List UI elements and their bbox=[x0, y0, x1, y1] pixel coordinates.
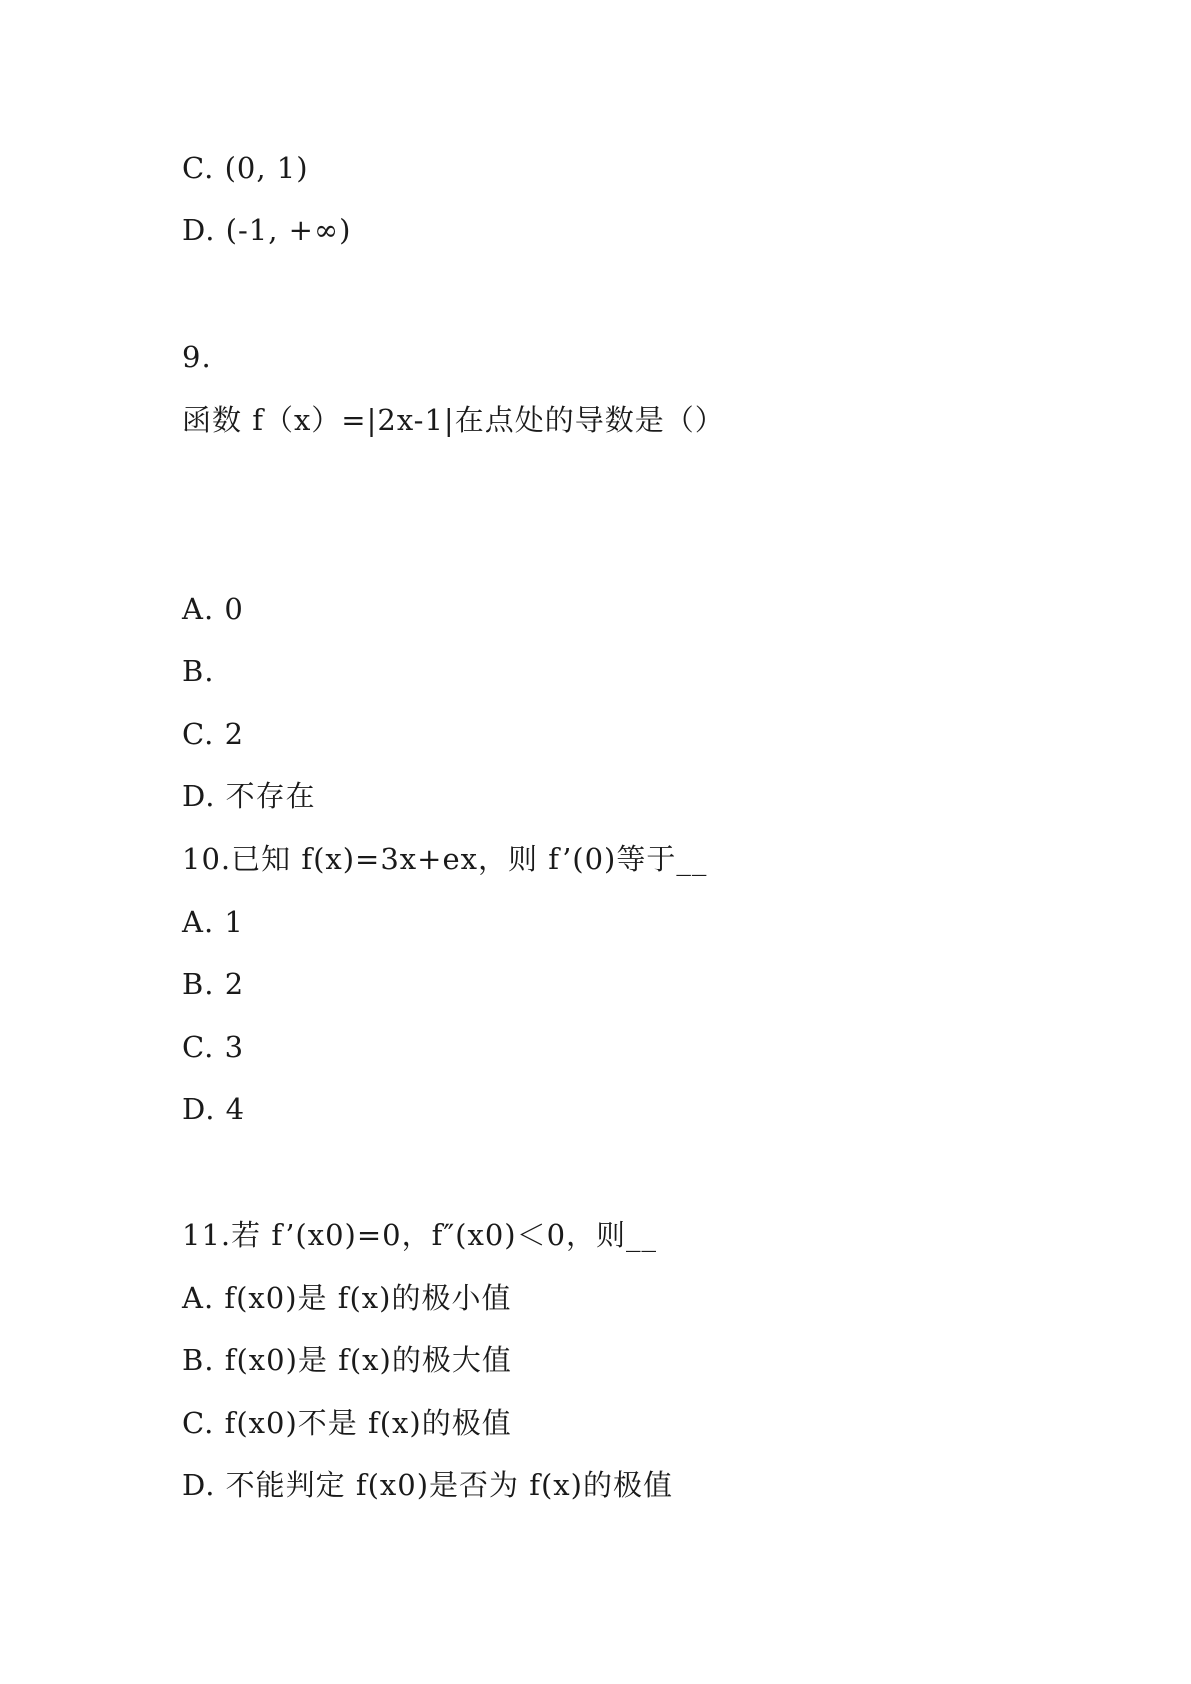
q11-option-d: D. 不能判定 f(x0)是否为 f(x)的极值 bbox=[182, 1468, 673, 1502]
q9-number: 9. bbox=[182, 340, 212, 374]
q11-stem: 11.若 f’(x0)=0，f″(x0)＜0，则__ bbox=[182, 1218, 658, 1252]
q9-option-d: D. 不存在 bbox=[182, 779, 316, 813]
q10-stem: 10.已知 f(x)=3x+ex，则 f’(0)等于__ bbox=[182, 842, 708, 876]
q9-option-a: A. 0 bbox=[182, 592, 244, 626]
q10-option-c: C. 3 bbox=[182, 1030, 245, 1064]
q8-option-d: D. (-1, +∞) bbox=[182, 213, 352, 247]
q9-stem: 函数 f（x）=|2x-1|在点处的导数是（） bbox=[182, 403, 725, 437]
q10-option-d: D. 4 bbox=[182, 1092, 246, 1126]
q11-option-a: A. f(x0)是 f(x)的极小值 bbox=[182, 1281, 512, 1315]
q9-option-b: B. bbox=[182, 654, 215, 688]
q11-option-b: B. f(x0)是 f(x)的极大值 bbox=[182, 1343, 512, 1377]
q10-option-b: B. 2 bbox=[182, 967, 245, 1001]
q8-option-c: C. (0, 1) bbox=[182, 151, 309, 185]
q10-option-a: A. 1 bbox=[182, 905, 244, 939]
q9-option-c: C. 2 bbox=[182, 717, 245, 751]
q11-option-c: C. f(x0)不是 f(x)的极值 bbox=[182, 1406, 512, 1440]
